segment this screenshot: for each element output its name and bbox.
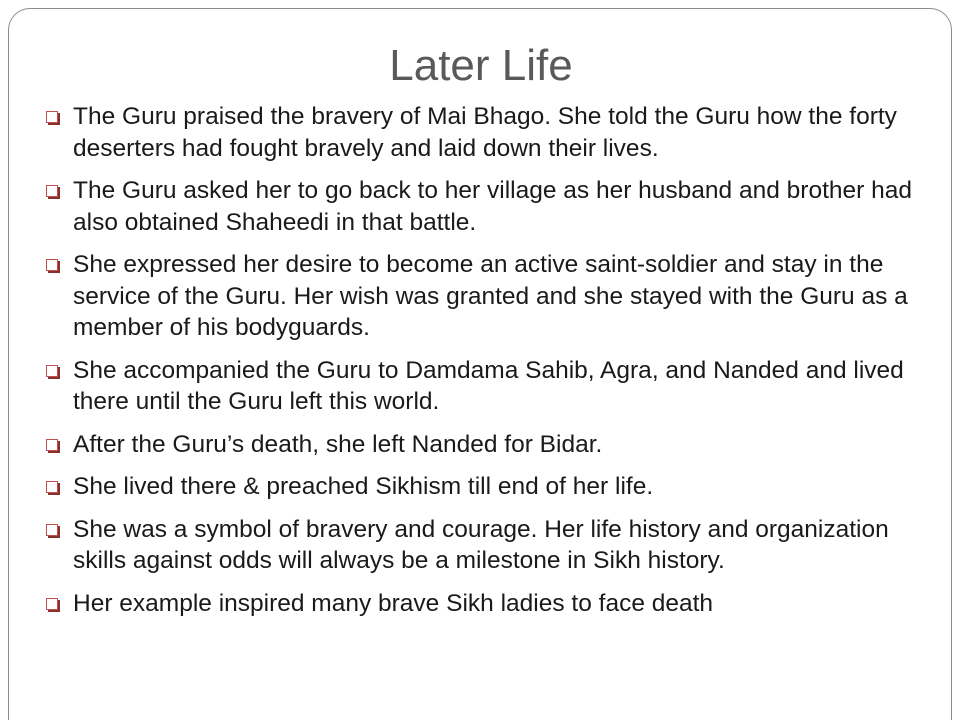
bullet-item — [39, 471, 929, 503]
bullet-text: She was a symbol of bravery and courage. Her life history and organization skills against odds will always be a milestone in Sikh history. — [73, 515, 889, 574]
bullet-item — [39, 175, 929, 238]
square-bullet-icon — [46, 481, 58, 493]
square-bullet-icon — [46, 259, 58, 271]
bullet-item — [39, 588, 929, 620]
bullet-text: After the Guru’s death, she left Nanded for Bidar. — [73, 430, 603, 458]
slide-frame — [8, 8, 952, 720]
bullet-text: She lived there & preached Sikhism till end of her life. — [73, 473, 654, 500]
slide-title: Later Life — [389, 41, 573, 90]
bullet-list — [39, 101, 929, 630]
bullet-item — [39, 514, 929, 577]
square-bullet-icon — [46, 439, 58, 451]
bullet-item — [39, 355, 929, 418]
bullet-text: She accompanied the Guru to Damdama Sahib, Agra, and Nanded and lived there until the Guru left this world. — [73, 356, 904, 415]
bullet-text: Her example inspired many brave Sikh ladies to face death — [73, 589, 714, 617]
square-bullet-icon — [46, 524, 58, 536]
bullet-text: The Guru praised the bravery of Mai Bhago. She told the Guru how the forty deserters had fought bravely and laid down their lives. — [73, 103, 897, 162]
square-bullet-icon — [46, 111, 58, 123]
bullet-text: The Guru asked her to go back to her village as her husband and brother had also obtained Shaheedi in that battle. — [73, 177, 912, 236]
square-bullet-icon — [46, 185, 58, 197]
bullet-item — [39, 101, 929, 164]
bullet-item — [39, 429, 929, 461]
bullet-item — [39, 249, 929, 344]
bullet-text: She expressed her desire to become an active saint-soldier and stay in the service of the Guru. Her wish was granted and she stayed with the Guru as a member of his bodyguards. — [73, 251, 908, 341]
square-bullet-icon — [46, 598, 58, 610]
square-bullet-icon — [46, 365, 58, 377]
